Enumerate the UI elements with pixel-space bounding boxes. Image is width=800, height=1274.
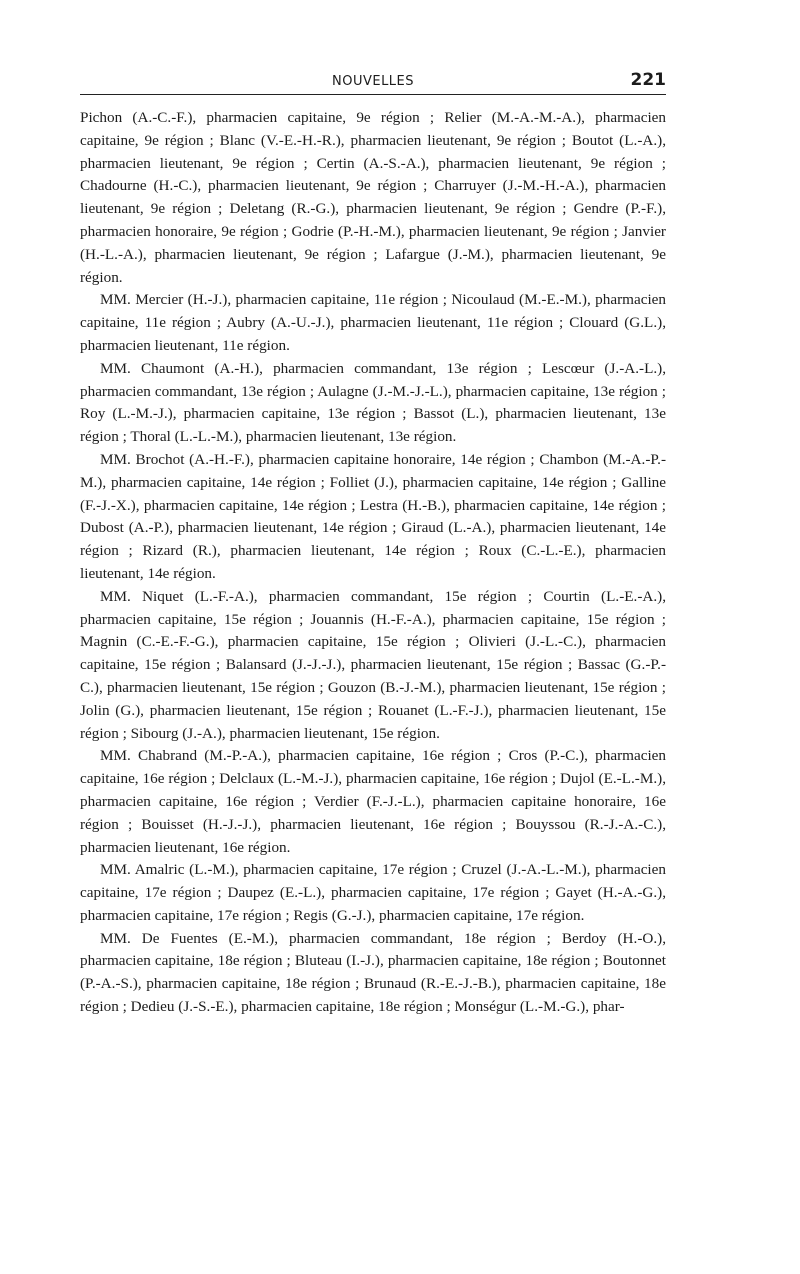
paragraph: MM. Chabrand (M.-P.-A.), pharmacien capitaine, 16e région ; Cros (P.-C.), pharmacien capitaine, 16e région ; Delclaux (L.-M.-J.), pharmacien capitaine, 16e région ; Dujol (E.-L.-M.), pharmacien capitaine, 16e région ; Verdier (F.-J.-L.), pharmacien capitaine honoraire, 16e région ; Bouisset (H.-J.-J.), pharmacien lieutenant, 16e région ; Bouyssou (R.-J.-A.-C.), pharmacien lieutenant, 16e région. [80,747,666,856]
paragraph: MM. Niquet (L.-F.-A.), pharmacien commandant, 15e région ; Courtin (L.-E.-A.), pharmacien capitaine, 15e région ; Jouannis (H.-F.-A.), pharmacien capitaine, 15e région ; Magnin (C.-E.-F.-G.), pharmacien capitaine, 15e région ; Olivieri (J.-L.-C.), pharmacien capitaine, 15e région ; Balansard (J.-J.-J.), pharmacien lieutenant, 15e région ; Bassac (G.-P.-C.), pharmacien lieutenant, 15e région ; Gouzon (B.-J.-M.), pharmacien lieutenant, 15e région ; Jolin (G.), pharmacien lieutenant, 15e région ; Rouanet (L.-F.-J.), pharmacien lieutenant, 15e région ; Sibourg (J.-A.), pharmacien lieutenant, 15e région. [80,587,666,742]
page-header [80,70,666,95]
paragraph: Pichon (A.-C.-F.), pharmacien capitaine, 9e région ; Relier (M.-A.-M.-A.), pharmacien capitaine, 9e région ; Blanc (V.-E.-H.-R.), pharmacien lieutenant, 9e région ; Boutot (L.-A.), pharmacien lieutenant, 9e région ; Certin (A.-S.-A.), pharmacien lieutenant, 9e région ; Chadourne (H.-C.), pharmacien lieutenant, 9e région ; Charruyer (J.-M.-H.-A.), pharmacien lieutenant, 9e région ; Deletang (R.-G.), pharmacien lieutenant, 9e région ; Gendre (P.-F.), pharmacien honoraire, 9e région ; Godrie (P.-H.-M.), pharmacien lieutenant, 9e région ; Janvier (H.-L.-A.), pharmacien lieutenant, 9e région ; Lafargue (J.-M.), pharmacien lieutenant, 9e région. [80,109,666,286]
page [80,70,666,1019]
paragraph: MM. Mercier (H.-J.), pharmacien capitaine, 11e région ; Nicoulaud (M.-E.-M.), pharmacien capitaine, 11e région ; Aubry (A.-U.-J.), pharmacien lieutenant, 11e région ; Clouard (G.L.), pharmacien lieutenant, 11e région. [80,291,666,354]
paragraph: MM. Brochot (A.-H.-F.), pharmacien capitaine honoraire, 14e région ; Chambon (M.-A.-P.-M.), pharmacien capitaine, 14e région ; Folliet (J.), pharmacien capitaine, 14e région ; Galline (F.-J.-X.), pharmacien capitaine, 14e région ; Lestra (H.-B.), pharmacien capitaine, 14e région ; Dubost (A.-P.), pharmacien lieutenant, 14e région ; Giraud (L.-A.), pharmacien lieutenant, 14e région ; Rizard (R.), pharmacien lieutenant, 14e région ; Roux (C.-L.-E.), pharmacien lieutenant, 14e région. [80,450,666,582]
running-title: NOUVELLES [331,74,415,89]
page-body [80,107,666,1019]
page-number: 221 [630,70,666,90]
paragraph: MM. De Fuentes (E.-M.), pharmacien commandant, 18e région ; Berdoy (H.-O.), pharmacien capitaine, 18e région ; Bluteau (I.-J.), pharmacien capitaine, 18e région ; Boutonnet (P.-A.-S.), pharmacien capitaine, 18e région ; Brunaud (R.-E.-J.-B.), pharmacien capitaine, 18e région ; Dedieu (J.-S.-E.), pharmacien capitaine, 18e région ; Monségur (L.-M.-G.), phar- [80,929,666,1016]
paragraph: MM. Amalric (L.-M.), pharmacien capitaine, 17e région ; Cruzel (J.-A.-L.-M.), pharmacien capitaine, 17e région ; Daupez (E.-L.), pharmacien capitaine, 17e région ; Gayet (H.-A.-G.), pharmacien capitaine, 17e région ; Regis (G.-J.), pharmacien capitaine, 17e région. [80,861,666,924]
paragraph: MM. Chaumont (A.-H.), pharmacien commandant, 13e région ; Lescœur (J.-A.-L.), pharmacien commandant, 13e région ; Aulagne (J.-M.-J.-L.), pharmacien capitaine, 13e région ; Roy (L.-M.-J.), pharmacien capitaine, 13e région ; Bassot (L.), pharmacien lieutenant, 13e région ; Thoral (L.-L.-M.), pharmacien lieutenant, 13e région. [80,359,666,446]
